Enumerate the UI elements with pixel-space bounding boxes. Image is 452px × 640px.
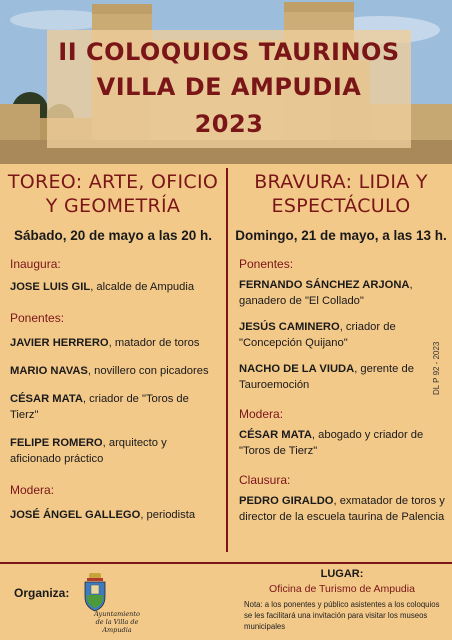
ponente-entry xyxy=(0,335,226,351)
speaker-name: FELIPE ROMERO xyxy=(10,437,103,449)
column-divider xyxy=(226,168,228,552)
speaker-role: , arquitecto y aficionado práctico xyxy=(10,437,167,465)
inaugura-entry xyxy=(0,279,226,295)
speaker-name: PEDRO GIRALDO xyxy=(239,495,334,507)
speaker-name: FERNANDO SÁNCHEZ ARJONA xyxy=(239,279,410,291)
speaker-role: , gerente de Tauroemoción xyxy=(239,363,414,391)
speaker-name: CÉSAR MATA xyxy=(10,393,83,405)
day2-column xyxy=(230,170,452,525)
speaker-role: , exmatador de toros y director de la escuela taurina de Palencia xyxy=(239,495,445,523)
inaugura-label: Inaugura: xyxy=(10,257,61,271)
day1-date: Sábado, 20 de mayo a las 20 h. xyxy=(13,228,213,243)
ponente-entry xyxy=(230,319,452,351)
event-year: 2023 xyxy=(194,110,264,138)
speaker-role: , abogado y criador de "Toros de Tierz" xyxy=(239,429,424,457)
footer-note: Nota: a los ponentes y público asistentes a los coloquios se les facilitará una invitación para visitar los museos municipales xyxy=(244,600,440,631)
event-title-line2: VILLA DE AMPUDIA xyxy=(96,73,362,101)
ponente-entry xyxy=(230,277,452,309)
coat-of-arms-icon xyxy=(82,571,108,613)
modera-label: Modera: xyxy=(10,483,55,497)
ponente-entry xyxy=(0,363,226,379)
speaker-role: , criador de "Concepción Quijano" xyxy=(239,321,396,349)
organiza-label: Organiza: xyxy=(14,586,70,600)
speaker-name: JOSÉ ÁNGEL GALLEGO xyxy=(10,509,141,521)
footer-divider xyxy=(0,562,452,564)
speaker-name: MARIO NAVAS xyxy=(10,365,88,377)
clausura-entry xyxy=(230,493,452,525)
ponente-entry xyxy=(0,435,226,467)
clausura-label: Clausura: xyxy=(239,473,291,487)
ayuntamiento-line2: de la Villa de Ampudia xyxy=(95,618,139,634)
venue-label: LUGAR: xyxy=(320,568,364,580)
ayuntamiento-caption xyxy=(80,610,154,634)
day2-heading-line1: BRAVURA: LIDIA Y xyxy=(254,171,428,193)
legal-deposit: DL P 92 - 2023 xyxy=(432,341,441,395)
speaker-name: CÉSAR MATA xyxy=(239,429,312,441)
day1-heading-line1: TOREO: ARTE, OFICIO xyxy=(7,171,219,193)
ponente-entry xyxy=(230,361,452,393)
event-title-line1: II COLOQUIOS TAURINOS xyxy=(58,38,400,66)
speaker-role: , alcalde de Ampudia xyxy=(90,281,195,293)
day1-heading-line2: Y GEOMETRÍA xyxy=(45,195,181,217)
venue-name: Oficina de Turismo de Ampudia xyxy=(269,583,415,595)
speaker-name: JAVIER HERRERO xyxy=(10,337,109,349)
speaker-name: NACHO DE LA VIUDA xyxy=(239,363,355,375)
speaker-role: , matador de toros xyxy=(108,337,200,349)
modera-label: Modera: xyxy=(239,407,284,421)
day2-date: Domingo, 21 de mayo, a las 13 h. xyxy=(235,228,447,243)
speaker-name: JESÚS CAMINERO xyxy=(239,321,340,333)
speaker-role: , criador de "Toros de Tierz" xyxy=(10,393,189,421)
speaker-role: , novillero con picadores xyxy=(87,365,209,377)
ponentes-label: Ponentes: xyxy=(239,257,294,271)
ayuntamiento-line1: Ayuntamiento xyxy=(94,610,140,618)
speaker-role: , ganadero de "El Collado" xyxy=(239,279,413,307)
modera-entry xyxy=(0,507,226,523)
speaker-name: JOSE LUIS GIL xyxy=(10,281,91,293)
ponentes-label: Ponentes: xyxy=(10,311,65,325)
day2-heading-line2: ESPECTÁCULO xyxy=(271,195,411,217)
speaker-role: , periodista xyxy=(140,509,196,521)
ponente-entry xyxy=(0,391,226,423)
modera-entry xyxy=(230,427,452,459)
day1-column xyxy=(0,170,226,523)
